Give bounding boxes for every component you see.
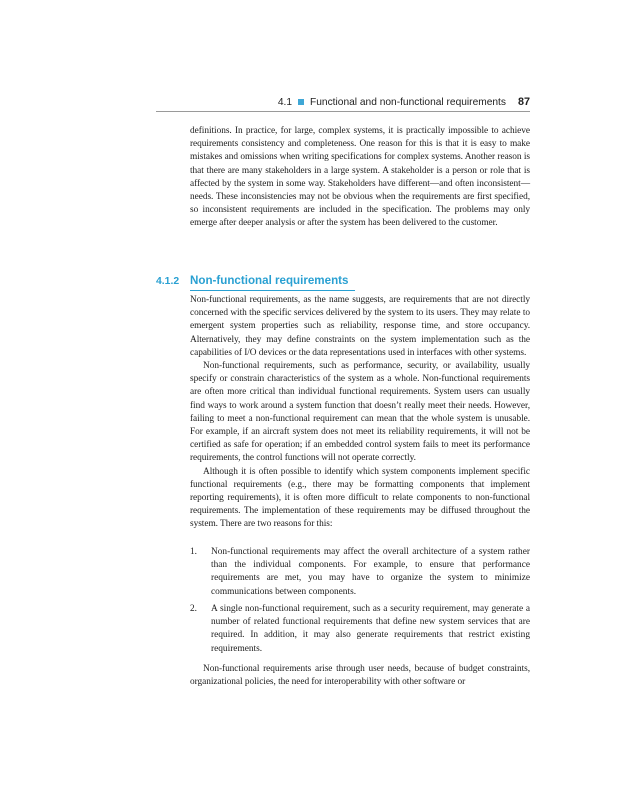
header-divider [156, 111, 530, 112]
section-body [190, 294, 530, 532]
section-heading [156, 274, 356, 289]
list-item-text: A single non-functional requirement, such as a security requirement, may generate a number of related functional requirements that define new system services that are required. In addition, it may also generate requirements that restrict existing requirements. [211, 604, 530, 654]
section-title: Non-functional requirements [190, 274, 349, 287]
intro-text [190, 125, 530, 231]
section-heading-underline [190, 290, 355, 291]
numbered-list-item [190, 546, 530, 599]
header-chapter-title: Functional and non-functional requirements [310, 96, 506, 108]
paragraph: Non-functional requirements, such as performance, security, or availability, usually specify or constrain characteristics of the system as a whole. Non-functional requirements are often more critical than individual functional requirements. System users can usually find ways to work around a system function that doesn’t really meet their needs. However, failing to meet a non-functional requirement can mean that the whole system is unusable. For example, if an aircraft system does not meet its reliability requirements, it will not be certified as safe for operation; if an embedded control system fails to meet its performance requirements, the control functions will not operate correctly. [190, 361, 530, 464]
header-section-number: 4.1 [277, 96, 293, 108]
closing-text [190, 663, 530, 689]
section-number: 4.1.2 [156, 276, 180, 287]
paragraph: Although it is often possible to identify which system components implement specific functional requirements (e.g., there may be formatting components that implement reporting requirements), it is often more difficult to relate components to non-functional requirements. The implementation of these requirements may be diffused throughout the system. There are two reasons for this: [190, 466, 530, 530]
intro-paragraph: definitions. In practice, for large, complex systems, it is practically impossible to achieve requirements consistency and completeness. One reason for this is that it is easy to make mistakes and omissions when writing specifications for complex systems. Another reason is that there are many stakeholders in a large system. A stakeholder is a person or role that is affected by the system in some way. Stakeholders have different—and often inconsistent—needs. These inconsistencies may not be obvious when the requirements are first specified, so inconsistent requirements are included in the specification. The problems may only emerge after deeper analysis or after the system has been delivered to the customer. [190, 126, 530, 229]
list-item-marker: 1. [190, 547, 198, 557]
header-square-bullet-icon [298, 99, 304, 105]
page-number: 87 [517, 96, 530, 108]
paragraph: Non-functional requirements, as the name suggests, are requirements that are not directly concerned with the specific services delivered by the system to its users. They may relate to emergent system properties such as reliability, response time, and store occupancy. Alternatively, they may define constraints on the system implementation such as the capabilities of I/O devices or the data representations used in interfaces with other systems. [190, 295, 530, 358]
running-header [190, 95, 530, 109]
numbered-list-item [190, 603, 530, 656]
closing-paragraph: Non-functional requirements arise through user needs, because of budget constraints, organizational policies, the need for interoperability with other software or [190, 664, 530, 688]
list-item-text: Non-functional requirements may affect the overall architecture of a system rather than the individual components. For example, to ensure that performance requirements are met, you may have to organize the system to minimize communications between components. [211, 547, 530, 597]
list-item-marker: 2. [190, 604, 198, 614]
